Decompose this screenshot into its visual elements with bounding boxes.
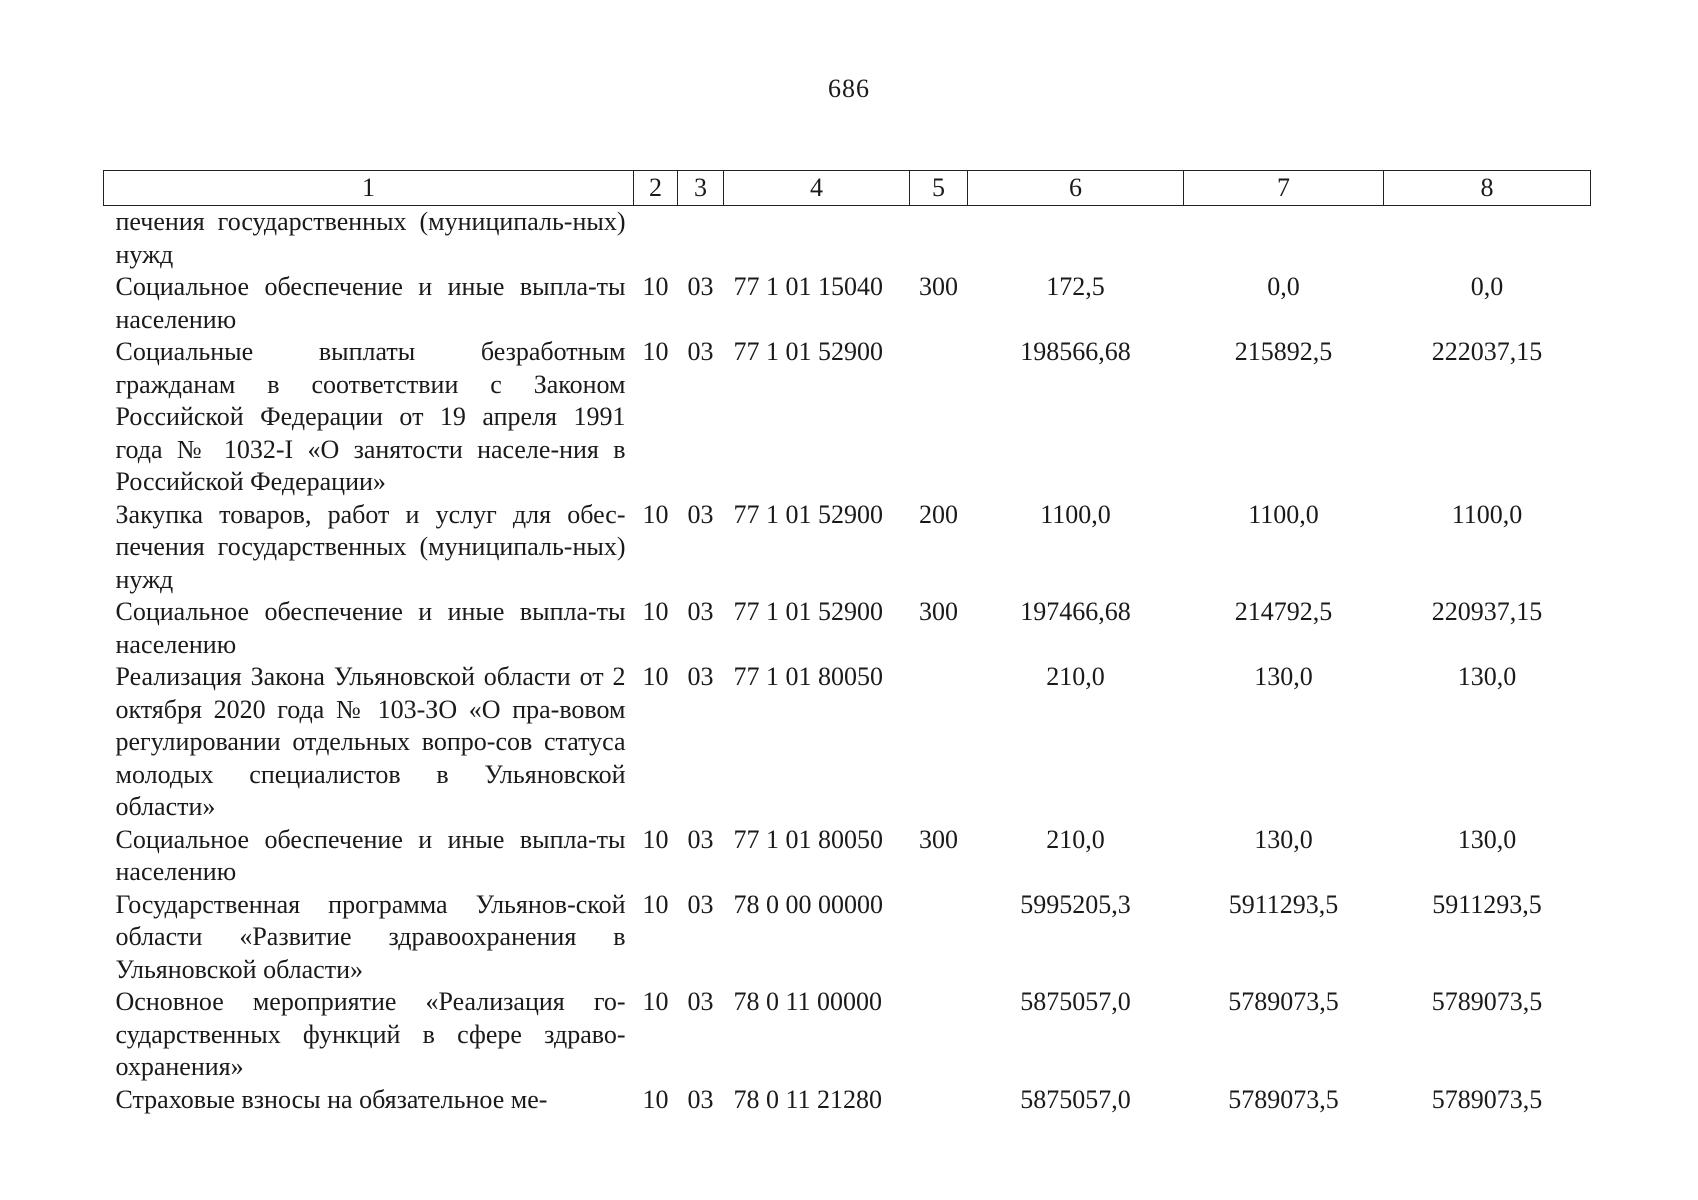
- section-code: 10: [642, 499, 669, 529]
- target-article-code: 77 1 01 80050: [733, 824, 883, 854]
- expense-type-code: [910, 1084, 968, 1117]
- table-row: [104, 1084, 1591, 1117]
- expense-type-code: 200: [919, 499, 958, 529]
- table-header: [104, 171, 1591, 206]
- subsection-code: 03: [687, 272, 714, 301]
- expense-type-code: 300: [919, 272, 958, 301]
- amount-col-7: 5911293,5: [1228, 889, 1339, 919]
- amount-col-6: [968, 206, 1184, 272]
- header-col-8: 8: [1384, 171, 1591, 206]
- amount-col-6: 210,0: [1046, 824, 1105, 854]
- header-col-5: 5: [910, 171, 968, 206]
- item-name: Социальное обеспечение и иные выпла-ты населению: [115, 272, 626, 334]
- target-article-code: [724, 206, 910, 272]
- subsection-code: 03: [687, 499, 714, 529]
- amount-col-8: 222037,15: [1431, 337, 1543, 366]
- section-code: 10: [642, 272, 669, 301]
- subsection-code: 03: [687, 337, 714, 366]
- amount-col-8: 1100,0: [1451, 499, 1523, 529]
- target-article-code: 77 1 01 52900: [733, 337, 883, 366]
- amount-col-6: 172,5: [1046, 272, 1105, 301]
- section-code: 10: [642, 662, 669, 691]
- subsection-code: 03: [687, 597, 714, 626]
- item-name: Закупка товаров, работ и услуг для обес-печения государственных (муниципаль-ных) нужд: [115, 499, 626, 594]
- expense-type-code: [910, 206, 968, 272]
- amount-col-8: 130,0: [1457, 824, 1517, 854]
- amount-col-7: 5789073,5: [1228, 987, 1339, 1016]
- subsection-code: 03: [687, 1084, 714, 1114]
- section-code: 10: [642, 1084, 669, 1114]
- amount-col-8: 220937,15: [1431, 597, 1543, 626]
- amount-col-8: 0,0: [1470, 272, 1504, 301]
- table-row: [104, 889, 1591, 987]
- amount-col-8: 5789073,5: [1431, 987, 1543, 1016]
- subsection-code: [678, 206, 724, 272]
- item-name: Социальное обеспечение и иные выпла-ты населению: [115, 597, 626, 659]
- target-article-code: 77 1 01 80050: [733, 662, 883, 691]
- amount-col-8: [1384, 206, 1591, 272]
- amount-col-6: 198566,68: [1020, 337, 1131, 366]
- item-name: Государственная программа Ульянов-ской области «Развитие здравоохранения в Ульяновской области»: [115, 889, 626, 984]
- table-row: [104, 661, 1591, 824]
- amount-col-6: 5875057,0: [1020, 1084, 1131, 1114]
- section-code: 10: [642, 597, 669, 626]
- expense-type-code: [910, 889, 968, 987]
- budget-table: [103, 170, 1591, 1116]
- header-row: [104, 171, 1591, 206]
- expense-type-code: 300: [919, 824, 958, 854]
- header-col-1: 1: [104, 171, 634, 206]
- table-row: [104, 336, 1591, 499]
- amount-col-7: [1184, 206, 1384, 272]
- header-col-4: 4: [724, 171, 910, 206]
- target-article-code: 78 0 00 00000: [733, 889, 883, 919]
- item-name: Социальные выплаты безработным гражданам в соответствии с Законом Российской Федерации от 19 апреля 1991 года № 1032-I «О занятости населе-ния в Российской Федерации»: [115, 337, 626, 496]
- subsection-code: 03: [687, 662, 714, 691]
- section-code: 10: [642, 824, 669, 854]
- table-row: [104, 986, 1591, 1084]
- subsection-code: 03: [687, 987, 714, 1016]
- section-code: 10: [642, 889, 669, 919]
- item-name: печения государственных (муниципаль-ных) нужд: [115, 207, 626, 269]
- expense-type-code: [910, 986, 968, 1084]
- subsection-code: 03: [687, 889, 714, 919]
- target-article-code: 78 0 11 21280: [733, 1084, 883, 1114]
- amount-col-6: 197466,68: [1020, 597, 1131, 626]
- expense-type-code: [910, 661, 968, 824]
- target-article-code: 77 1 01 15040: [733, 272, 883, 301]
- item-name: Страховые взносы на обязательное ме-: [115, 1084, 548, 1114]
- subsection-code: 03: [687, 824, 714, 854]
- amount-col-7: 0,0: [1267, 272, 1300, 301]
- item-name: Социальное обеспечение и иные выпла-ты населению: [115, 824, 626, 886]
- page-number: 686: [828, 74, 870, 103]
- target-article-code: 77 1 01 52900: [733, 499, 883, 529]
- amount-col-8: 5911293,5: [1432, 889, 1542, 919]
- header-col-6: 6: [968, 171, 1184, 206]
- item-name: Реализация Закона Ульяновской области от 2 октября 2020 года № 103-ЗО «О пра-вовом регулировании отдельных вопро-сов статуса молодых специалистов в Ульяновской области»: [115, 662, 626, 821]
- section-code: [634, 206, 678, 272]
- table-row: [104, 271, 1591, 336]
- amount-col-7: 214792,5: [1234, 597, 1333, 626]
- expense-type-code: 300: [919, 597, 958, 626]
- amount-col-6: 5875057,0: [1020, 987, 1131, 1016]
- target-article-code: 78 0 11 00000: [733, 987, 883, 1016]
- table-row: [104, 824, 1591, 889]
- table-row: [104, 206, 1591, 272]
- amount-col-7: 130,0: [1254, 824, 1313, 854]
- table-body: [104, 206, 1591, 1117]
- header-col-7: 7: [1184, 171, 1384, 206]
- section-code: 10: [642, 987, 669, 1016]
- target-article-code: 77 1 01 52900: [733, 597, 883, 626]
- section-code: 10: [642, 337, 669, 366]
- amount-col-7: 215892,5: [1234, 337, 1333, 366]
- header-col-2: 2: [634, 171, 678, 206]
- item-name: Основное мероприятие «Реализация го-сударственных функций в сфере здраво-охранения»: [115, 987, 626, 1081]
- amount-col-7: 130,0: [1254, 662, 1313, 691]
- expense-type-code: [910, 336, 968, 499]
- amount-col-6: 210,0: [1046, 662, 1105, 691]
- amount-col-8: 130,0: [1457, 662, 1517, 691]
- amount-col-7: 5789073,5: [1228, 1084, 1339, 1114]
- amount-col-6: 1100,0: [1040, 499, 1111, 529]
- table-row: [104, 596, 1591, 661]
- amount-col-8: 5789073,5: [1431, 1084, 1543, 1114]
- amount-col-6: 5995205,3: [1020, 889, 1131, 919]
- amount-col-7: 1100,0: [1248, 499, 1319, 529]
- header-col-3: 3: [678, 171, 724, 206]
- table-row: [104, 499, 1591, 597]
